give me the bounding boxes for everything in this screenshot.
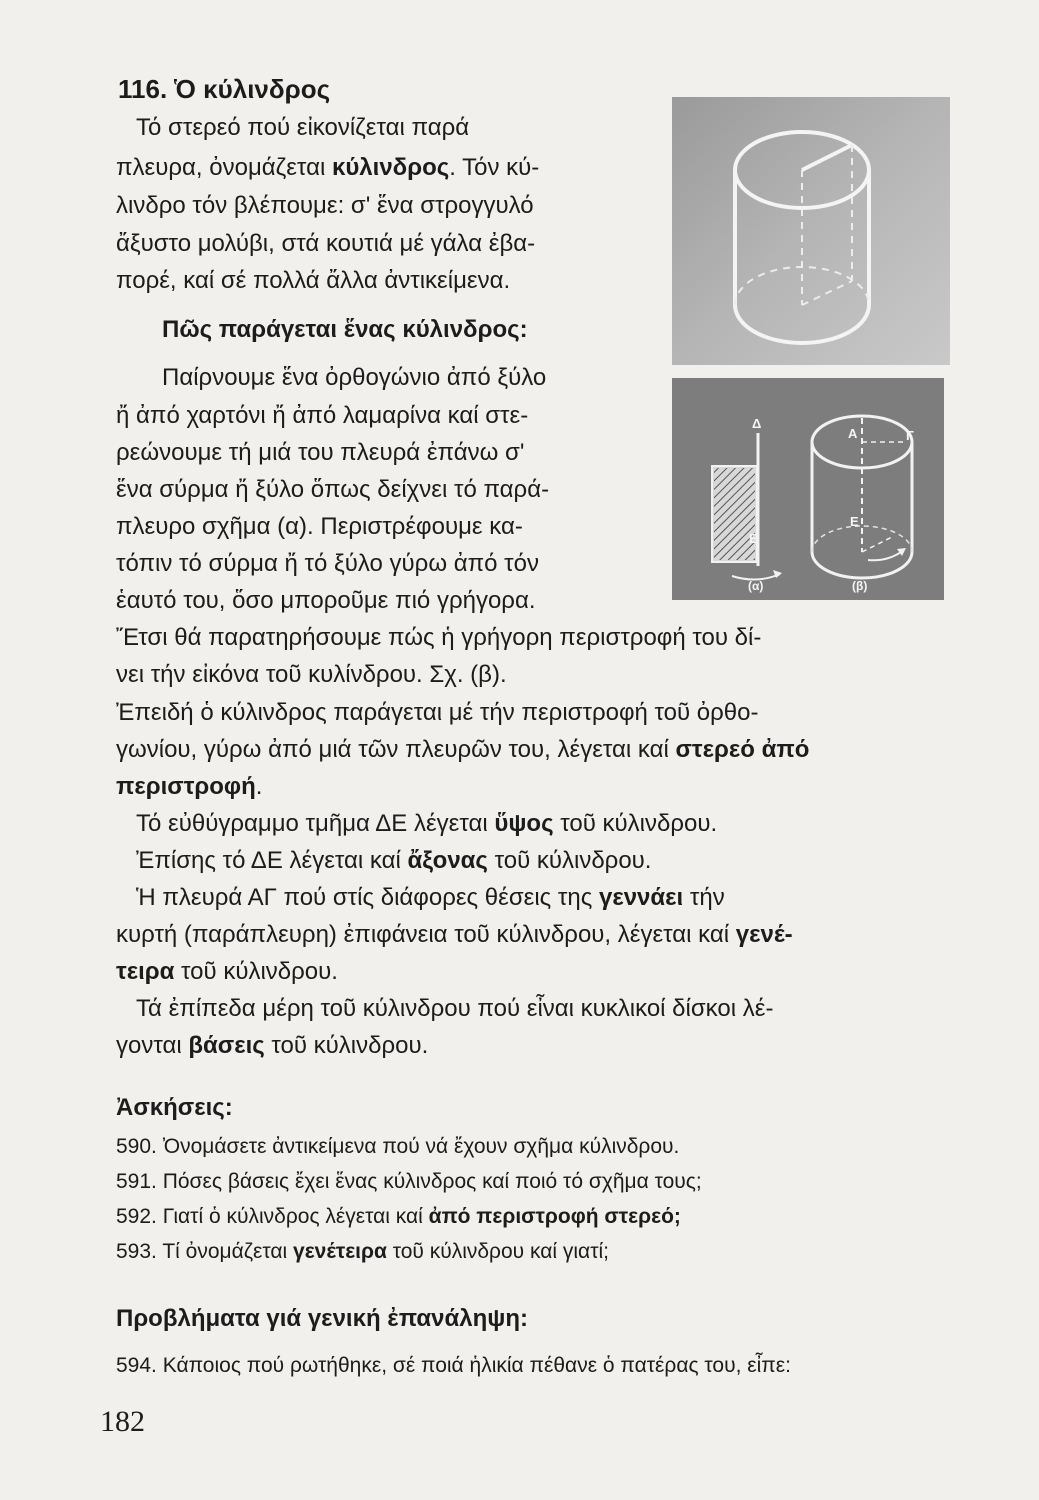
body-line-5: περιστροφή. — [116, 773, 263, 800]
problem-594: 594. Κάποιος πού ρωτήθηκε, σέ ποιά ἡλικία πέθανε ὁ πατέρας του, εἶπε: — [116, 1354, 791, 1377]
intro-line-5: πορέ, καί σέ πολλά ἄλλα ἀντικείμενα. — [116, 267, 511, 294]
label-figure-a: (α) — [748, 579, 764, 593]
label-gamma-b: Γ — [906, 428, 914, 443]
body-line-12: γονται βάσεις τοῦ κύλινδρου. — [116, 1032, 429, 1059]
method-line-3: ρεώνουμε τή μιά του πλευρά ἐπάνω σ' — [116, 439, 525, 466]
exercise-590: 590. Ὀνομάσετε ἀντικείμενα πού νά ἔχουν σχῆμα κύλινδρου. — [116, 1135, 680, 1158]
label-epsilon-b: Ε — [850, 514, 859, 529]
term-generatrix: γενέ- — [735, 921, 793, 948]
page-number: 182 — [100, 1405, 145, 1438]
term-solid-of-revolution: στερεό ἀπό — [675, 736, 810, 763]
body-line-1: Ἔτσι θά παρατηρήσουμε πώς ἡ γρήγορη περιστροφή του δί- — [116, 624, 762, 651]
term-cylinder: κύλινδρος — [331, 154, 450, 181]
intro-line-3: λινδρο τόν βλέπουμε: σ' ἕνα στρογγυλό — [116, 192, 534, 219]
section-title: 116. Ὁ κύλινδρος — [118, 74, 331, 104]
method-line-4: ἕνα σύρμα ἤ ξύλο ὅπως δείχνει τό παρά- — [116, 476, 550, 503]
body-line-6: Τό εὐθύγραμμο τμῆμα ΔΕ λέγεται ὕψος τοῦ κύλινδρου. — [136, 810, 718, 837]
method-line-1: Παίρνουμε ἕνα ὀρθογώνιο ἀπό ξύλο — [162, 364, 547, 391]
term-bases: βάσεις — [188, 1032, 265, 1059]
label-figure-b: (β) — [852, 579, 868, 593]
body-line-4: γωνίου, γύρω ἀπό μιά τῶν πλευρῶν του, λέγεται καί στερεό ἀπό — [116, 736, 810, 763]
rotation-figure — [672, 378, 944, 600]
intro-line-1: Τό στερεό πού εἰκονίζεται παρά — [136, 114, 470, 141]
exercise-593: 593. Τί ὀνομάζεται γενέτειρα τοῦ κύλινδρου καί γιατί; — [116, 1240, 609, 1263]
body-line-8: Ἡ πλευρά ΑΓ πού στίς διάφορες θέσεις της γεννάει τήν — [136, 884, 725, 911]
intro-line-4: ἄξυστο μολύβι, στά κουτιά μέ γάλα ἐβα- — [116, 230, 536, 257]
body-line-11: Τά ἐπίπεδα μέρη τοῦ κύλινδρου πού εἶναι κυκλικοί δίσκοι λέ- — [136, 995, 774, 1022]
term-height: ὕψος — [494, 810, 554, 837]
exercise-592: 592. Γιατί ὁ κύλινδρος λέγεται καί ἀπό περιστροφή στερεό; — [116, 1205, 681, 1228]
label-epsilon-a: Ε — [749, 531, 758, 546]
method-line-6: τόπιν τό σύρμα ἤ τό ξύλο γύρω ἀπό τόν — [116, 550, 539, 577]
body-line-10: τειρα τοῦ κύλινδρου. — [116, 958, 338, 985]
term-generates: γεννάει — [598, 884, 684, 911]
exercises-heading: Ἀσκήσεις: — [116, 1094, 233, 1121]
exercise-591: 591. Πόσες βάσεις ἔχει ἕνας κύλινδρος καί ποιό τό σχῆμα τους; — [116, 1170, 702, 1193]
label-alpha-b: Α — [848, 426, 858, 441]
method-line-7: ἑαυτό του, ὅσο μποροῦμε πιό γρήγορα. — [116, 587, 536, 614]
cylinder-figure — [672, 97, 950, 365]
body-line-9: κυρτή (παράπλευρη) ἐπιφάνεια τοῦ κύλινδρου, λέγεται καί γενέ- — [116, 921, 793, 948]
subheading: Πῶς παράγεται ἕνας κύλινδρος: — [162, 316, 528, 343]
term-axis: ἄξονας — [407, 847, 488, 874]
body-line-3: Ἐπειδή ὁ κύλινδρος παράγεται μέ τήν περιστροφή τοῦ ὀρθο- — [116, 699, 759, 726]
method-line-2: ἤ ἀπό χαρτόνι ἤ ἀπό λαμαρίνα καί στε- — [116, 402, 529, 429]
problems-heading: Προβλήματα γιά γενική ἐπανάληψη: — [116, 1305, 528, 1332]
label-delta-a: Δ — [752, 416, 762, 431]
body-line-7: Ἐπίσης τό ΔΕ λέγεται καί ἄξονας τοῦ κύλινδρου. — [136, 847, 652, 874]
body-line-2: νει τήν εἰκόνα τοῦ κυλίνδρου. Σχ. (β). — [116, 661, 507, 688]
intro-line-2: πλευρα, ὀνομάζεται κύλινδρος. Τόν κύ- — [116, 154, 540, 181]
method-line-5: πλευρο σχῆμα (α). Περιστρέφουμε κα- — [116, 513, 523, 540]
